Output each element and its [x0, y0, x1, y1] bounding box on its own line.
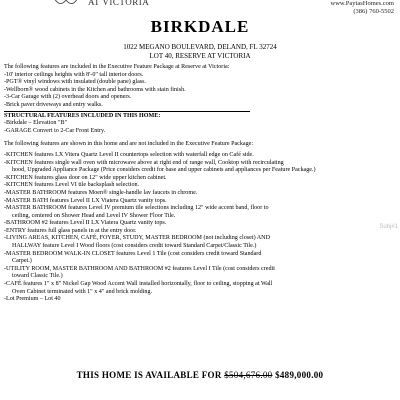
address-line-2: LOT 40, RESERVE AT VICTORIA [149, 52, 251, 60]
feature-item-continuation: Oven Cabinet terminated with 1" x 4" and brick molding. [12, 288, 153, 295]
feature-item: -MASTER BATHROOM features Level IV premium tile selections including 12" wide accent band, floor to [4, 205, 269, 212]
original-price: $504,676.00 [224, 370, 273, 380]
feature-item: -Wellborn® wood cabinets in the Kitchen and bathrooms with stain finish. [4, 86, 186, 93]
feature-item: -KITCHEN features single wall oven with microwave above at right end of range wall, Cooktop with recirculating [4, 159, 284, 166]
feature-content [4, 64, 394, 304]
package-intro: The following features are included in the Executive Feature Package at Reserve at Victoria: [4, 64, 230, 70]
feature-item-continuation: hood, Upgraded Appliance Package (Price considers credit for base and upper cabinets and appliances per Feature Package.) [12, 167, 316, 174]
feature-item-continuation: HALLWAY feature Level I Wood floors (cost considers credit toward Standard Carpet/Classic Tile.) [12, 243, 257, 250]
feature-item: -MASTER BATH features Level II LX Viatera Quartz vanity tops. [4, 197, 167, 204]
feature-item-continuation: toward Classic Tile.) [12, 273, 63, 280]
feature-item: -MASTER BATHROOM features Moen® single-handle lav faucets in chrome. [4, 189, 198, 196]
feature-item: -Birkdale – Elevation "B" [4, 120, 68, 127]
price-label: THIS HOME IS AVAILABLE FOR [76, 370, 222, 380]
feature-item: -MASTER BEDROOM WALK-IN CLOSET features Level 1 Tile (cost considers credit toward Standard [4, 250, 262, 257]
additional-intro: The following features are shown in this home and are not included in the Executive Feature Package: [4, 141, 254, 148]
sale-price: $489,000.00 [275, 370, 324, 380]
feature-item: -KITCHEN features glass door on 12" wide upper kitchen cabinet. [4, 174, 167, 181]
feature-item: -ENTRY features full glass panels in at the entry door. [4, 227, 137, 234]
feature-item-continuation: ceiling, centered on Shower Head and Level IV Shower Floor Tile. [12, 212, 176, 219]
feature-item: -Brick paver driveways and entry walks. [4, 101, 103, 108]
header-contact [331, 0, 395, 16]
feature-item: -CAFÉ features 1" x 8" Nickel Gap Wood Accent Wall installed horizontally, floor to ceiling, stopping at Wall [4, 281, 273, 288]
watermark-label: Subj#1 [379, 224, 398, 230]
property-address [0, 43, 400, 61]
feature-item: -UTILITY ROOM, MASTER BATHROOM AND BATHROOM #2 features Level I Tile (cost considers credit [4, 265, 275, 272]
feature-item: -BATHROOM #2 features Level II LX Viatera Quartz vanity tops. [4, 220, 167, 227]
feature-item: -GARAGE Convert to 2-Car Front Entry. [4, 127, 106, 134]
feature-item: -KITCHEN features LX Vitera Quartz Level II countertops selection with waterfall edge on Café side. [4, 151, 254, 158]
feature-item-continuation: Carpet.) [12, 258, 32, 265]
structural-heading: STRUCTURAL FEATURES INCLUDED IN THIS HOME: [4, 112, 161, 119]
page-title: BIRKDALE [150, 17, 250, 36]
package-feature-list [4, 72, 394, 110]
feature-item: -10' interior ceilings heights with 8'-0" tall interior doors. [4, 71, 144, 78]
header-subtitle: AT VICTORIA [88, 0, 150, 7]
phone-number: (386) 760-5502 [353, 8, 394, 15]
feature-item: -3-Car Garage with (2) overhead doors and openers. [4, 94, 132, 101]
price-statement [0, 370, 400, 380]
section-divider [4, 111, 250, 112]
website-link[interactable]: www.PaytasHomes.com [330, 0, 394, 7]
feature-item: -PGT® vinyl windows with insulated (double pane) glass. [4, 79, 147, 86]
feature-item: -LIVING AREAS, KITCHEN, CAFÉ, FOYER, STUDY, MASTER BEDROOM (not including closet) AND [4, 235, 270, 242]
structural-feature-list [4, 120, 394, 135]
feature-item: -Lot Premium – Lot 40 [4, 296, 61, 303]
additional-feature-list [4, 152, 394, 304]
address-line-1: 1022 MEGANO BOULEVARD, DELAND, FL 32724 [123, 43, 277, 51]
builder-logo-icon [52, 0, 80, 8]
feature-item: -KITCHEN features Level VI tile backsplash selection. [4, 182, 140, 189]
